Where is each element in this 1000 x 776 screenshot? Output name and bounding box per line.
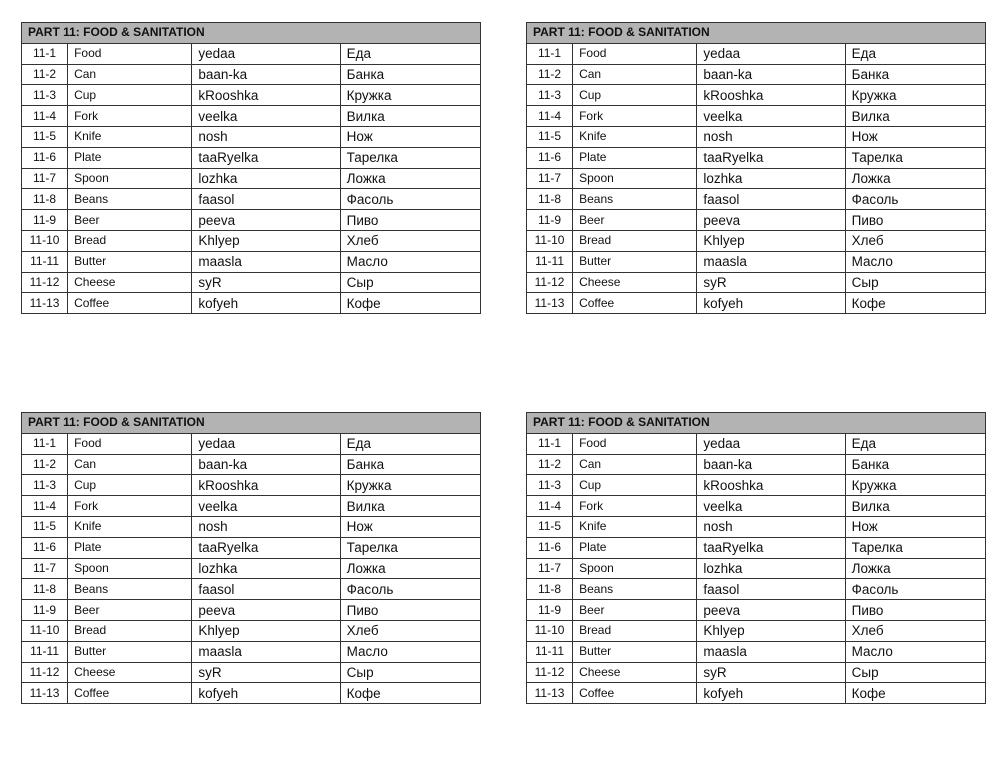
- row-id-cell: 11-6: [527, 147, 573, 168]
- english-cell: Cup: [68, 475, 192, 496]
- table-row: [22, 126, 481, 147]
- russian-cell: Еда: [845, 433, 985, 454]
- table-row: [22, 516, 481, 537]
- russian-cell: Хлеб: [845, 230, 985, 251]
- table-body: [22, 433, 481, 703]
- transliteration-cell: taaRyelka: [192, 537, 340, 558]
- russian-cell: Масло: [340, 251, 480, 272]
- transliteration-cell: yedaa: [697, 43, 845, 64]
- row-id-cell: 11-5: [22, 126, 68, 147]
- row-id-cell: 11-1: [527, 433, 573, 454]
- transliteration-cell: peeva: [697, 210, 845, 231]
- russian-cell: Ложка: [845, 558, 985, 579]
- russian-cell: Кофе: [340, 293, 480, 314]
- russian-cell: Хлеб: [845, 620, 985, 641]
- english-cell: Cup: [573, 85, 697, 106]
- row-id-cell: 11-12: [22, 662, 68, 683]
- english-cell: Food: [68, 433, 192, 454]
- russian-cell: Банка: [845, 454, 985, 475]
- english-cell: Beer: [68, 600, 192, 621]
- english-cell: Beer: [68, 210, 192, 231]
- english-cell: Food: [68, 43, 192, 64]
- table-row: [527, 64, 986, 85]
- russian-cell: Сыр: [845, 662, 985, 683]
- english-cell: Butter: [68, 251, 192, 272]
- transliteration-cell: syR: [192, 272, 340, 293]
- english-cell: Fork: [573, 496, 697, 517]
- transliteration-cell: peeva: [697, 600, 845, 621]
- row-id-cell: 11-8: [22, 189, 68, 210]
- table-row: [527, 85, 986, 106]
- table-row: [527, 251, 986, 272]
- transliteration-cell: kofyeh: [192, 683, 340, 704]
- table-row: [22, 662, 481, 683]
- transliteration-cell: kRooshka: [697, 85, 845, 106]
- russian-cell: Хлеб: [340, 230, 480, 251]
- table-row: [527, 600, 986, 621]
- english-cell: Butter: [68, 641, 192, 662]
- table-row: [527, 43, 986, 64]
- transliteration-cell: yedaa: [192, 43, 340, 64]
- row-id-cell: 11-9: [22, 600, 68, 621]
- english-cell: Cheese: [68, 272, 192, 293]
- row-id-cell: 11-1: [527, 43, 573, 64]
- transliteration-cell: baan-ka: [697, 454, 845, 475]
- english-cell: Knife: [68, 126, 192, 147]
- transliteration-cell: nosh: [697, 126, 845, 147]
- english-cell: Cheese: [68, 662, 192, 683]
- transliteration-cell: nosh: [192, 516, 340, 537]
- row-id-cell: 11-3: [527, 85, 573, 106]
- row-id-cell: 11-11: [22, 641, 68, 662]
- transliteration-cell: faasol: [697, 189, 845, 210]
- row-id-cell: 11-4: [527, 496, 573, 517]
- row-id-cell: 11-7: [527, 558, 573, 579]
- table-row: [527, 210, 986, 231]
- russian-cell: Пиво: [340, 600, 480, 621]
- russian-cell: Кофе: [845, 683, 985, 704]
- table-row: [22, 230, 481, 251]
- russian-cell: Фасоль: [845, 189, 985, 210]
- russian-cell: Кофе: [340, 683, 480, 704]
- english-cell: Knife: [573, 126, 697, 147]
- table-row: [527, 496, 986, 517]
- english-cell: Bread: [68, 230, 192, 251]
- table-row: [22, 251, 481, 272]
- row-id-cell: 11-7: [527, 168, 573, 189]
- english-cell: Fork: [68, 496, 192, 517]
- transliteration-cell: taaRyelka: [697, 537, 845, 558]
- row-id-cell: 11-6: [22, 147, 68, 168]
- vocab-table-top-right: [526, 22, 986, 314]
- english-cell: Coffee: [573, 683, 697, 704]
- table-row: [527, 230, 986, 251]
- russian-cell: Тарелка: [845, 147, 985, 168]
- english-cell: Can: [68, 64, 192, 85]
- russian-cell: Масло: [340, 641, 480, 662]
- transliteration-cell: Khlyep: [192, 230, 340, 251]
- table-row: [527, 537, 986, 558]
- russian-cell: Нож: [340, 126, 480, 147]
- russian-cell: Банка: [340, 454, 480, 475]
- russian-cell: Кружка: [845, 475, 985, 496]
- row-id-cell: 11-6: [22, 537, 68, 558]
- table-row: [22, 293, 481, 314]
- english-cell: Food: [573, 43, 697, 64]
- row-id-cell: 11-5: [22, 516, 68, 537]
- table-row: [22, 272, 481, 293]
- row-id-cell: 11-9: [527, 210, 573, 231]
- table-row: [22, 683, 481, 704]
- english-cell: Beans: [573, 189, 697, 210]
- english-cell: Spoon: [68, 168, 192, 189]
- table-header: PART 11: FOOD & SANITATION: [527, 413, 986, 434]
- row-id-cell: 11-2: [527, 64, 573, 85]
- russian-cell: Банка: [340, 64, 480, 85]
- transliteration-cell: lozhka: [192, 168, 340, 189]
- english-cell: Coffee: [68, 293, 192, 314]
- transliteration-cell: faasol: [192, 579, 340, 600]
- row-id-cell: 11-3: [22, 475, 68, 496]
- russian-cell: Тарелка: [845, 537, 985, 558]
- transliteration-cell: veelka: [697, 106, 845, 127]
- russian-cell: Пиво: [340, 210, 480, 231]
- english-cell: Can: [68, 454, 192, 475]
- transliteration-cell: maasla: [192, 641, 340, 662]
- english-cell: Butter: [573, 641, 697, 662]
- transliteration-cell: nosh: [697, 516, 845, 537]
- row-id-cell: 11-10: [527, 620, 573, 641]
- transliteration-cell: syR: [192, 662, 340, 683]
- table-row: [527, 475, 986, 496]
- table-row: [22, 641, 481, 662]
- transliteration-cell: yedaa: [697, 433, 845, 454]
- table-body: [527, 43, 986, 313]
- row-id-cell: 11-13: [527, 683, 573, 704]
- table-header-row: [527, 23, 986, 44]
- russian-cell: Пиво: [845, 600, 985, 621]
- english-cell: Spoon: [573, 558, 697, 579]
- russian-cell: Еда: [340, 43, 480, 64]
- table-row: [527, 168, 986, 189]
- table-header-row: [22, 23, 481, 44]
- table-row: [527, 579, 986, 600]
- table-row: [22, 537, 481, 558]
- russian-cell: Нож: [845, 516, 985, 537]
- russian-cell: Тарелка: [340, 537, 480, 558]
- table-row: [527, 293, 986, 314]
- table-row: [22, 189, 481, 210]
- transliteration-cell: kRooshka: [192, 475, 340, 496]
- row-id-cell: 11-7: [22, 168, 68, 189]
- table-row: [527, 433, 986, 454]
- english-cell: Cup: [573, 475, 697, 496]
- transliteration-cell: taaRyelka: [192, 147, 340, 168]
- row-id-cell: 11-13: [22, 683, 68, 704]
- row-id-cell: 11-2: [22, 454, 68, 475]
- english-cell: Fork: [573, 106, 697, 127]
- english-cell: Bread: [573, 620, 697, 641]
- transliteration-cell: maasla: [697, 251, 845, 272]
- transliteration-cell: nosh: [192, 126, 340, 147]
- english-cell: Beans: [68, 579, 192, 600]
- row-id-cell: 11-3: [22, 85, 68, 106]
- russian-cell: Масло: [845, 251, 985, 272]
- english-cell: Spoon: [68, 558, 192, 579]
- transliteration-cell: peeva: [192, 210, 340, 231]
- transliteration-cell: kRooshka: [192, 85, 340, 106]
- table-row: [22, 433, 481, 454]
- row-id-cell: 11-5: [527, 516, 573, 537]
- table-header: PART 11: FOOD & SANITATION: [22, 413, 481, 434]
- row-id-cell: 11-6: [527, 537, 573, 558]
- russian-cell: Хлеб: [340, 620, 480, 641]
- english-cell: Coffee: [68, 683, 192, 704]
- russian-cell: Вилка: [845, 106, 985, 127]
- russian-cell: Ложка: [845, 168, 985, 189]
- table-row: [22, 475, 481, 496]
- table-row: [22, 600, 481, 621]
- russian-cell: Пиво: [845, 210, 985, 231]
- english-cell: Beans: [68, 189, 192, 210]
- english-cell: Knife: [68, 516, 192, 537]
- russian-cell: Еда: [845, 43, 985, 64]
- row-id-cell: 11-1: [22, 43, 68, 64]
- russian-cell: Сыр: [845, 272, 985, 293]
- table-row: [527, 106, 986, 127]
- table-row: [527, 272, 986, 293]
- row-id-cell: 11-11: [527, 251, 573, 272]
- row-id-cell: 11-4: [22, 496, 68, 517]
- row-id-cell: 11-7: [22, 558, 68, 579]
- english-cell: Can: [573, 64, 697, 85]
- table-row: [527, 683, 986, 704]
- transliteration-cell: baan-ka: [192, 64, 340, 85]
- row-id-cell: 11-10: [22, 230, 68, 251]
- vocab-table-top-left: [21, 22, 481, 314]
- transliteration-cell: Khlyep: [697, 620, 845, 641]
- row-id-cell: 11-9: [527, 600, 573, 621]
- table-body: [527, 433, 986, 703]
- english-cell: Cup: [68, 85, 192, 106]
- english-cell: Knife: [573, 516, 697, 537]
- russian-cell: Еда: [340, 433, 480, 454]
- row-id-cell: 11-3: [527, 475, 573, 496]
- transliteration-cell: syR: [697, 272, 845, 293]
- transliteration-cell: baan-ka: [192, 454, 340, 475]
- english-cell: Plate: [573, 147, 697, 168]
- transliteration-cell: Khlyep: [697, 230, 845, 251]
- english-cell: Can: [573, 454, 697, 475]
- transliteration-cell: veelka: [192, 106, 340, 127]
- row-id-cell: 11-10: [22, 620, 68, 641]
- table-row: [22, 106, 481, 127]
- row-id-cell: 11-8: [527, 579, 573, 600]
- table-row: [22, 168, 481, 189]
- table-row: [527, 662, 986, 683]
- table-row: [527, 126, 986, 147]
- transliteration-cell: yedaa: [192, 433, 340, 454]
- russian-cell: Вилка: [845, 496, 985, 517]
- english-cell: Beer: [573, 210, 697, 231]
- table-header-row: [22, 413, 481, 434]
- russian-cell: Банка: [845, 64, 985, 85]
- russian-cell: Сыр: [340, 662, 480, 683]
- transliteration-cell: kofyeh: [192, 293, 340, 314]
- row-id-cell: 11-12: [22, 272, 68, 293]
- table-row: [22, 496, 481, 517]
- english-cell: Cheese: [573, 272, 697, 293]
- table-row: [527, 454, 986, 475]
- transliteration-cell: peeva: [192, 600, 340, 621]
- table-row: [527, 641, 986, 662]
- transliteration-cell: faasol: [697, 579, 845, 600]
- row-id-cell: 11-2: [527, 454, 573, 475]
- transliteration-cell: lozhka: [697, 168, 845, 189]
- vocab-table-bottom-right: [526, 412, 986, 704]
- row-id-cell: 11-9: [22, 210, 68, 231]
- russian-cell: Фасоль: [845, 579, 985, 600]
- row-id-cell: 11-13: [22, 293, 68, 314]
- row-id-cell: 11-13: [527, 293, 573, 314]
- table-header-row: [527, 413, 986, 434]
- russian-cell: Фасоль: [340, 579, 480, 600]
- english-cell: Food: [573, 433, 697, 454]
- row-id-cell: 11-4: [22, 106, 68, 127]
- row-id-cell: 11-8: [527, 189, 573, 210]
- transliteration-cell: kRooshka: [697, 475, 845, 496]
- table-row: [527, 558, 986, 579]
- english-cell: Butter: [573, 251, 697, 272]
- english-cell: Plate: [68, 147, 192, 168]
- english-cell: Spoon: [573, 168, 697, 189]
- transliteration-cell: Khlyep: [192, 620, 340, 641]
- transliteration-cell: lozhka: [697, 558, 845, 579]
- table-row: [22, 43, 481, 64]
- english-cell: Plate: [573, 537, 697, 558]
- table-row: [527, 620, 986, 641]
- row-id-cell: 11-12: [527, 272, 573, 293]
- row-id-cell: 11-10: [527, 230, 573, 251]
- row-id-cell: 11-11: [527, 641, 573, 662]
- russian-cell: Нож: [340, 516, 480, 537]
- russian-cell: Ложка: [340, 558, 480, 579]
- row-id-cell: 11-12: [527, 662, 573, 683]
- row-id-cell: 11-4: [527, 106, 573, 127]
- russian-cell: Ложка: [340, 168, 480, 189]
- russian-cell: Нож: [845, 126, 985, 147]
- russian-cell: Сыр: [340, 272, 480, 293]
- table-row: [22, 147, 481, 168]
- russian-cell: Кружка: [845, 85, 985, 106]
- russian-cell: Масло: [845, 641, 985, 662]
- transliteration-cell: veelka: [697, 496, 845, 517]
- english-cell: Coffee: [573, 293, 697, 314]
- row-id-cell: 11-2: [22, 64, 68, 85]
- table-row: [22, 64, 481, 85]
- russian-cell: Тарелка: [340, 147, 480, 168]
- row-id-cell: 11-5: [527, 126, 573, 147]
- row-id-cell: 11-11: [22, 251, 68, 272]
- russian-cell: Фасоль: [340, 189, 480, 210]
- english-cell: Bread: [573, 230, 697, 251]
- table-row: [22, 85, 481, 106]
- russian-cell: Вилка: [340, 496, 480, 517]
- russian-cell: Кофе: [845, 293, 985, 314]
- table-row: [527, 189, 986, 210]
- english-cell: Cheese: [573, 662, 697, 683]
- transliteration-cell: lozhka: [192, 558, 340, 579]
- table-row: [527, 147, 986, 168]
- transliteration-cell: taaRyelka: [697, 147, 845, 168]
- row-id-cell: 11-1: [22, 433, 68, 454]
- transliteration-cell: maasla: [192, 251, 340, 272]
- english-cell: Beans: [573, 579, 697, 600]
- table-row: [22, 579, 481, 600]
- english-cell: Bread: [68, 620, 192, 641]
- transliteration-cell: veelka: [192, 496, 340, 517]
- russian-cell: Кружка: [340, 85, 480, 106]
- table-row: [22, 620, 481, 641]
- table-body: [22, 43, 481, 313]
- transliteration-cell: kofyeh: [697, 683, 845, 704]
- transliteration-cell: kofyeh: [697, 293, 845, 314]
- table-header: PART 11: FOOD & SANITATION: [527, 23, 986, 44]
- russian-cell: Кружка: [340, 475, 480, 496]
- english-cell: Fork: [68, 106, 192, 127]
- table-row: [22, 558, 481, 579]
- transliteration-cell: faasol: [192, 189, 340, 210]
- vocab-table-bottom-left: [21, 412, 481, 704]
- table-row: [22, 454, 481, 475]
- transliteration-cell: syR: [697, 662, 845, 683]
- table-row: [527, 516, 986, 537]
- transliteration-cell: maasla: [697, 641, 845, 662]
- english-cell: Beer: [573, 600, 697, 621]
- table-row: [22, 210, 481, 231]
- english-cell: Plate: [68, 537, 192, 558]
- russian-cell: Вилка: [340, 106, 480, 127]
- transliteration-cell: baan-ka: [697, 64, 845, 85]
- table-header: PART 11: FOOD & SANITATION: [22, 23, 481, 44]
- row-id-cell: 11-8: [22, 579, 68, 600]
